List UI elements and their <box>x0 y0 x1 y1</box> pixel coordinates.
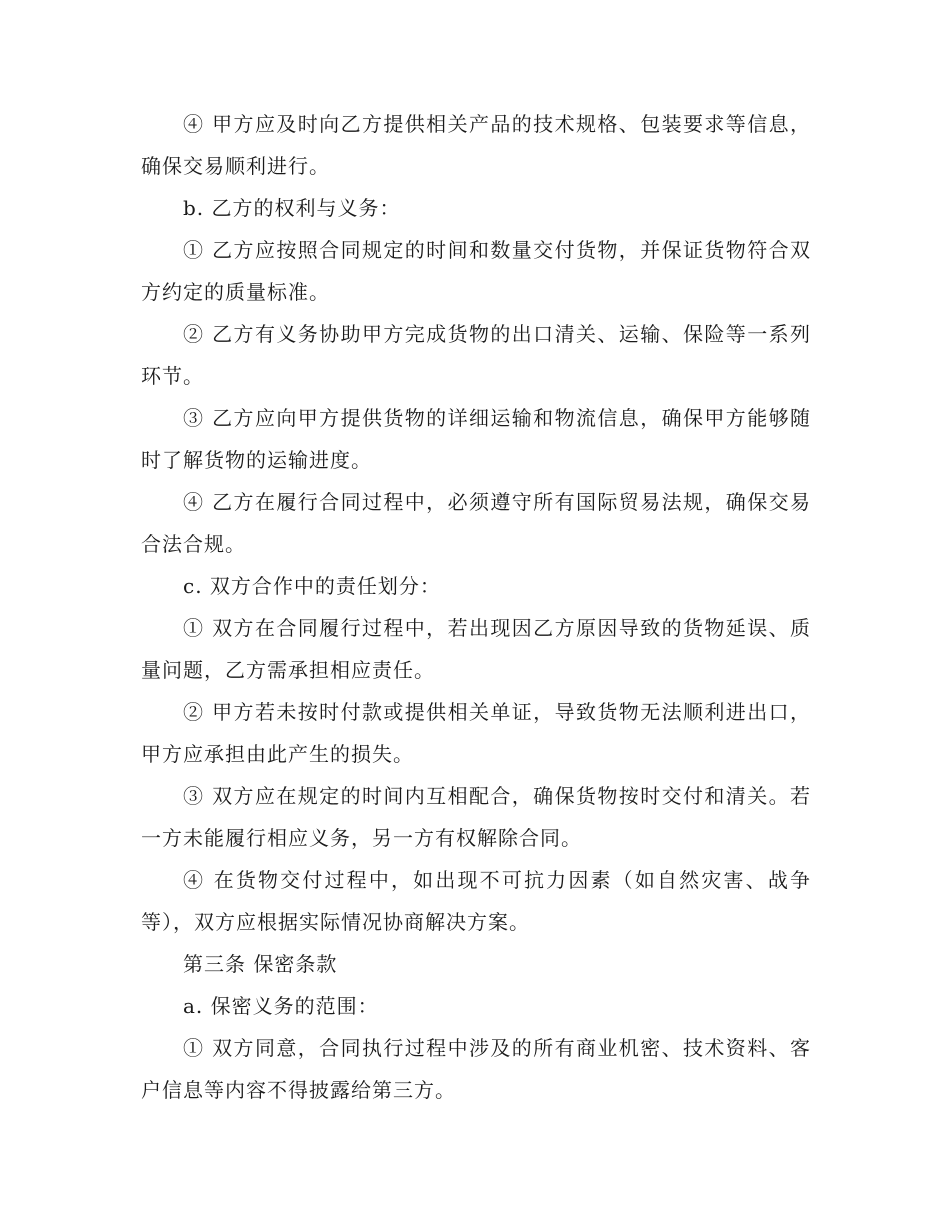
document-body <box>141 103 811 1111</box>
clause-b1-paragraph: ① 乙方应按照合同规定的时间和数量交付货物，并保证货物符合双方约定的质量标准。 <box>141 238 811 304</box>
clause-c2-paragraph: ② 甲方若未按时付款或提供相关单证，导致货物无法顺利进出口，甲方应承担由此产生的损失。 <box>141 700 811 766</box>
clause-c1-paragraph: ① 双方在合同履行过程中，若出现因乙方原因导致的货物延误、质量问题，乙方需承担相应责任。 <box>141 616 811 682</box>
clause-c3-paragraph: ③ 双方应在规定的时间内互相配合，确保货物按时交付和清关。若一方未能履行相应义务，另一方有权解除合同。 <box>141 784 811 850</box>
confidentiality-a-heading: a. 保密义务的范围： <box>183 994 379 1018</box>
clause-b3-paragraph: ③ 乙方应向甲方提供货物的详细运输和物流信息，确保甲方能够随时了解货物的运输进度。 <box>141 406 811 472</box>
section-b-heading: b. 乙方的权利与义务： <box>183 196 401 220</box>
section-c-heading: c. 双方合作中的责任划分： <box>183 574 441 598</box>
clause-b2-paragraph: ② 乙方有义务协助甲方完成货物的出口清关、运输、保险等一系列环节。 <box>141 322 811 388</box>
confidentiality-a1-paragraph: ① 双方同意，合同执行过程中涉及的所有商业机密、技术资料、客户信息等内容不得披露给第三方。 <box>141 1036 811 1102</box>
clause-a4-paragraph: ④ 甲方应及时向乙方提供相关产品的技术规格、包装要求等信息，确保交易顺利进行。 <box>141 112 811 178</box>
article-3-heading: 第三条 保密条款 <box>183 952 338 976</box>
clause-b4-paragraph: ④ 乙方在履行合同过程中，必须遵守所有国际贸易法规，确保交易合法合规。 <box>141 490 811 556</box>
clause-c4-paragraph: ④ 在货物交付过程中，如出现不可抗力因素（如自然灾害、战争等），双方应根据实际情况协商解决方案。 <box>141 868 811 934</box>
